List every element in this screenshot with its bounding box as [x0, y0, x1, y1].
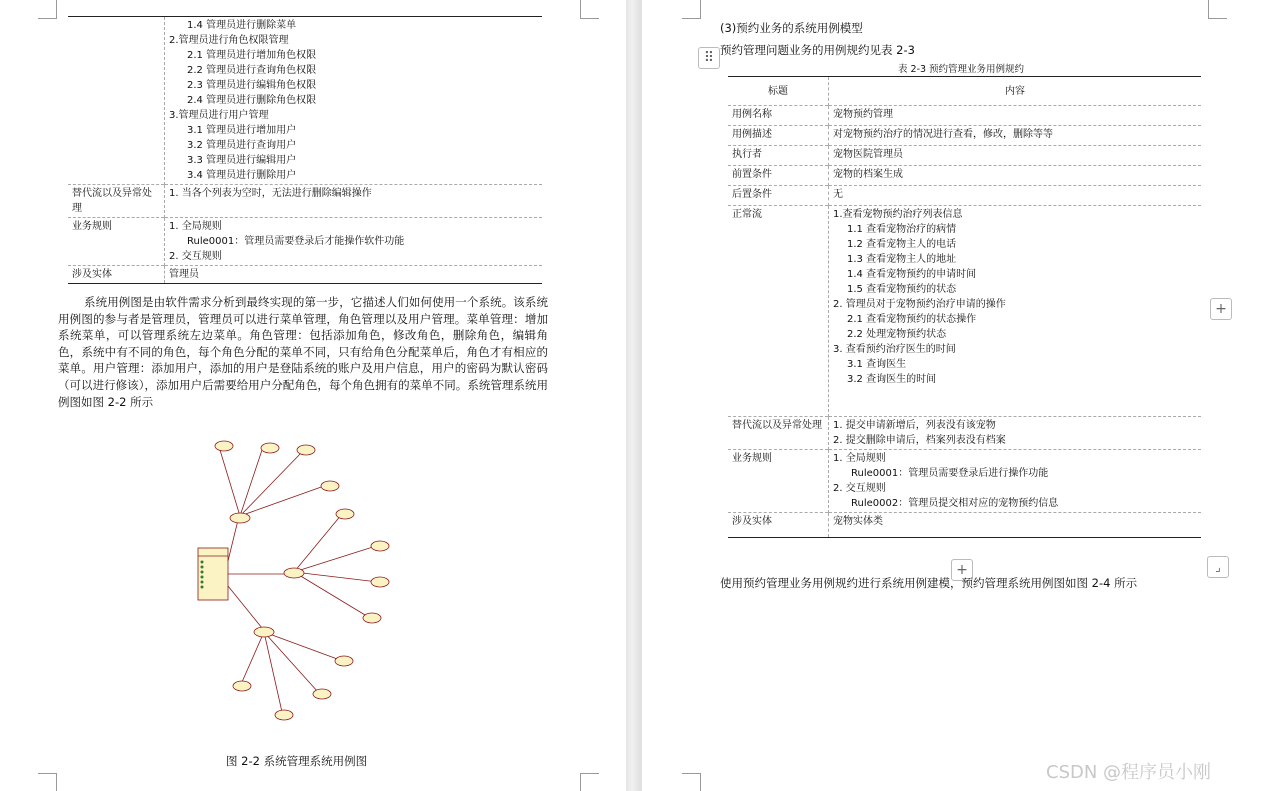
alt-flow-label: 替代流以及异常处理 [68, 185, 165, 218]
table-caption: 表 2-3 预约管理业务用例规约 [898, 64, 1025, 75]
main-flow-item: 3.管理员进行用户管理 [169, 110, 269, 121]
main-flow-cell[interactable] [829, 206, 1202, 417]
closing-line[interactable]: 使用预约管理业务用例规约进行系统用例建模，预约管理系统用例图如图 2-4 所示 [720, 576, 1138, 590]
entity-value[interactable]: 管理员 [165, 266, 543, 284]
entity-label: 涉及实体 [728, 513, 829, 538]
figure-caption: 图 2-2 系统管理系统用例图 [226, 754, 368, 768]
main-flow-item: 3.2 管理员进行查询用户 [187, 140, 297, 151]
main-flow-item: 1.查看宠物预约治疗列表信息 [833, 209, 963, 220]
row-label: 执行者 [728, 146, 829, 166]
row-value-line: 无 [833, 189, 843, 200]
rules-cell[interactable] [829, 450, 1202, 513]
main-flow-item: 3.1 管理员进行增加用户 [187, 125, 297, 136]
row-value[interactable] [829, 146, 1202, 166]
page-corner-mark [682, 773, 701, 791]
alt-flow-item: 2. 提交删除申请后，档案列表没有档案 [833, 435, 1006, 446]
main-flow-item: 3.1 查询医生 [847, 359, 907, 370]
rule-item: 1. 全局规则 [833, 453, 886, 464]
rule-item: 2. 交互规则 [169, 251, 222, 262]
left-document-page [0, 0, 626, 791]
main-flow-item: 3.4 管理员进行删除用户 [187, 170, 297, 181]
row-label: 用例名称 [728, 106, 829, 126]
table-row [728, 106, 1201, 126]
main-flow-item: 1.2 查看宠物主人的电话 [847, 239, 957, 250]
row-label: 后置条件 [728, 186, 829, 206]
page-gutter [626, 0, 642, 791]
entity-value[interactable]: 宠物实体类 [829, 513, 1202, 538]
table-row [728, 186, 1201, 206]
main-flow-item: 3.3 管理员进行编辑用户 [187, 155, 297, 166]
table-row [728, 126, 1201, 146]
row-value-line: 对宠物预约治疗的情况进行查看，修改，删除等等 [833, 129, 1053, 140]
drag-handle-button[interactable]: ⠿ [698, 47, 720, 69]
rules-cell[interactable] [165, 218, 543, 266]
alt-flow-cell[interactable] [829, 417, 1202, 450]
page-corner-mark [38, 773, 57, 791]
main-flow-item: 2.1 管理员进行增加角色权限 [187, 50, 317, 61]
rules-label: 业务规则 [728, 450, 829, 513]
rule-item: 2. 交互规则 [833, 483, 886, 494]
main-flow-item: 3. 查看预约治疗医生的时间 [833, 344, 956, 355]
table-header-title: 标题 [728, 77, 829, 106]
page-corner-mark [580, 773, 599, 791]
main-flow-item: 2.2 处理宠物预约状态 [847, 329, 947, 340]
rule-item: Rule0002：管理员提交相对应的宠物预约信息 [851, 498, 1059, 509]
main-flow-item: 2.管理员进行角色权限管理 [169, 35, 289, 46]
row-label: 用例描述 [728, 126, 829, 146]
table-resize-button[interactable]: ⌟ [1207, 556, 1229, 578]
table-row [728, 146, 1201, 166]
rule-item: Rule0001：管理员需要登录后进行操作功能 [851, 468, 1049, 479]
intro-line[interactable]: 预约管理问题业务的用例规约见表 2-3 [720, 43, 915, 57]
main-flow-item: 1.4 查看宠物预约的申请时间 [847, 269, 977, 280]
left-use-case-table [68, 16, 542, 284]
row-value[interactable] [829, 106, 1202, 126]
main-flow-item: 1.4 管理员进行删除菜单 [187, 20, 297, 31]
add-row-button[interactable]: + [951, 559, 973, 581]
main-flow-item: 2.1 查看宠物预约的状态操作 [847, 314, 977, 325]
main-flow-item: 2.4 管理员进行删除角色权限 [187, 95, 317, 106]
actor-admin-box [198, 548, 228, 600]
row-value-line: 宠物的档案生成 [833, 169, 903, 180]
row-value[interactable] [829, 186, 1202, 206]
main-flow-item: 1.1 查看宠物治疗的病情 [847, 224, 957, 235]
alt-flow-item: 1. 提交申请新增后，列表没有该宠物 [833, 420, 996, 431]
main-flow-label: 正常流 [728, 206, 829, 417]
table-header-content: 内容 [829, 77, 1202, 106]
main-flow-item: 2.2 管理员进行查询角色权限 [187, 65, 317, 76]
rules-label: 业务规则 [68, 218, 165, 266]
rule-item: Rule0001：管理员需要登录后才能操作软件功能 [187, 236, 405, 247]
alt-flow-item: 1. 当各个列表为空时，无法进行删除编辑操作 [169, 188, 372, 199]
table-row [728, 166, 1201, 186]
rule-item: 1. 全局规则 [169, 221, 222, 232]
main-flow-item: 3.2 查询医生的时间 [847, 374, 937, 385]
section-heading[interactable]: (3)预约业务的系统用例模型 [720, 21, 863, 35]
row-value-line: 宠物预约管理 [833, 109, 893, 120]
main-flow-item: 1.3 查看宠物主人的地址 [847, 254, 957, 265]
row-value[interactable] [829, 126, 1202, 146]
page-corner-mark [682, 0, 701, 19]
entity-label: 涉及实体 [68, 266, 165, 284]
alt-flow-label: 替代流以及异常处理 [728, 417, 829, 450]
alt-flow-cell[interactable] [165, 185, 543, 218]
main-flow-item: 2.3 管理员进行编辑角色权限 [187, 80, 317, 91]
use-case-diagram[interactable] [190, 436, 410, 736]
reservation-use-case-table [728, 76, 1201, 538]
row-label: 前置条件 [728, 166, 829, 186]
csdn-watermark: CSDN @程序员小刚 [1046, 762, 1212, 783]
page-corner-mark [38, 0, 57, 19]
page-corner-mark [1208, 0, 1227, 19]
add-column-button[interactable]: + [1210, 298, 1232, 320]
main-flow-item: 2. 管理员对于宠物预约治疗申请的操作 [833, 299, 1006, 310]
diagram-association-lines [220, 450, 378, 712]
row-value[interactable] [829, 166, 1202, 186]
body-paragraph[interactable]: 系统用例图是由软件需求分析到最终实现的第一步，它描述人们如何使用一个系统。该系统用例图的参与者是管理员，管理员可以进行菜单管理，角色管理以及用户管理。菜单管理：增加系统菜单，可以管理系统左边菜单。角色管理：包括添加角色，修改角色，删除角色，编辑角色，系统中有不同的角色，每个角色分配的菜单不同，只有给角色分配菜单后，角色才有相应的菜单。用户管理：添加用户，添加的用户是登陆系统的账户及用户信息，用户的密码为默认密码（可以进行修该），添加用户后需要给用户分配角色，每个角色拥有的菜单不同。系统管理系统用例图如图 2-2 所示 [58, 295, 548, 409]
right-document-page [642, 0, 1264, 791]
main-flow-cell[interactable] [165, 17, 543, 185]
page-corner-mark [580, 0, 599, 19]
main-flow-item: 1.5 查看宠物预约的状态 [847, 284, 957, 295]
row-value-line: 宠物医院管理员 [833, 149, 903, 160]
